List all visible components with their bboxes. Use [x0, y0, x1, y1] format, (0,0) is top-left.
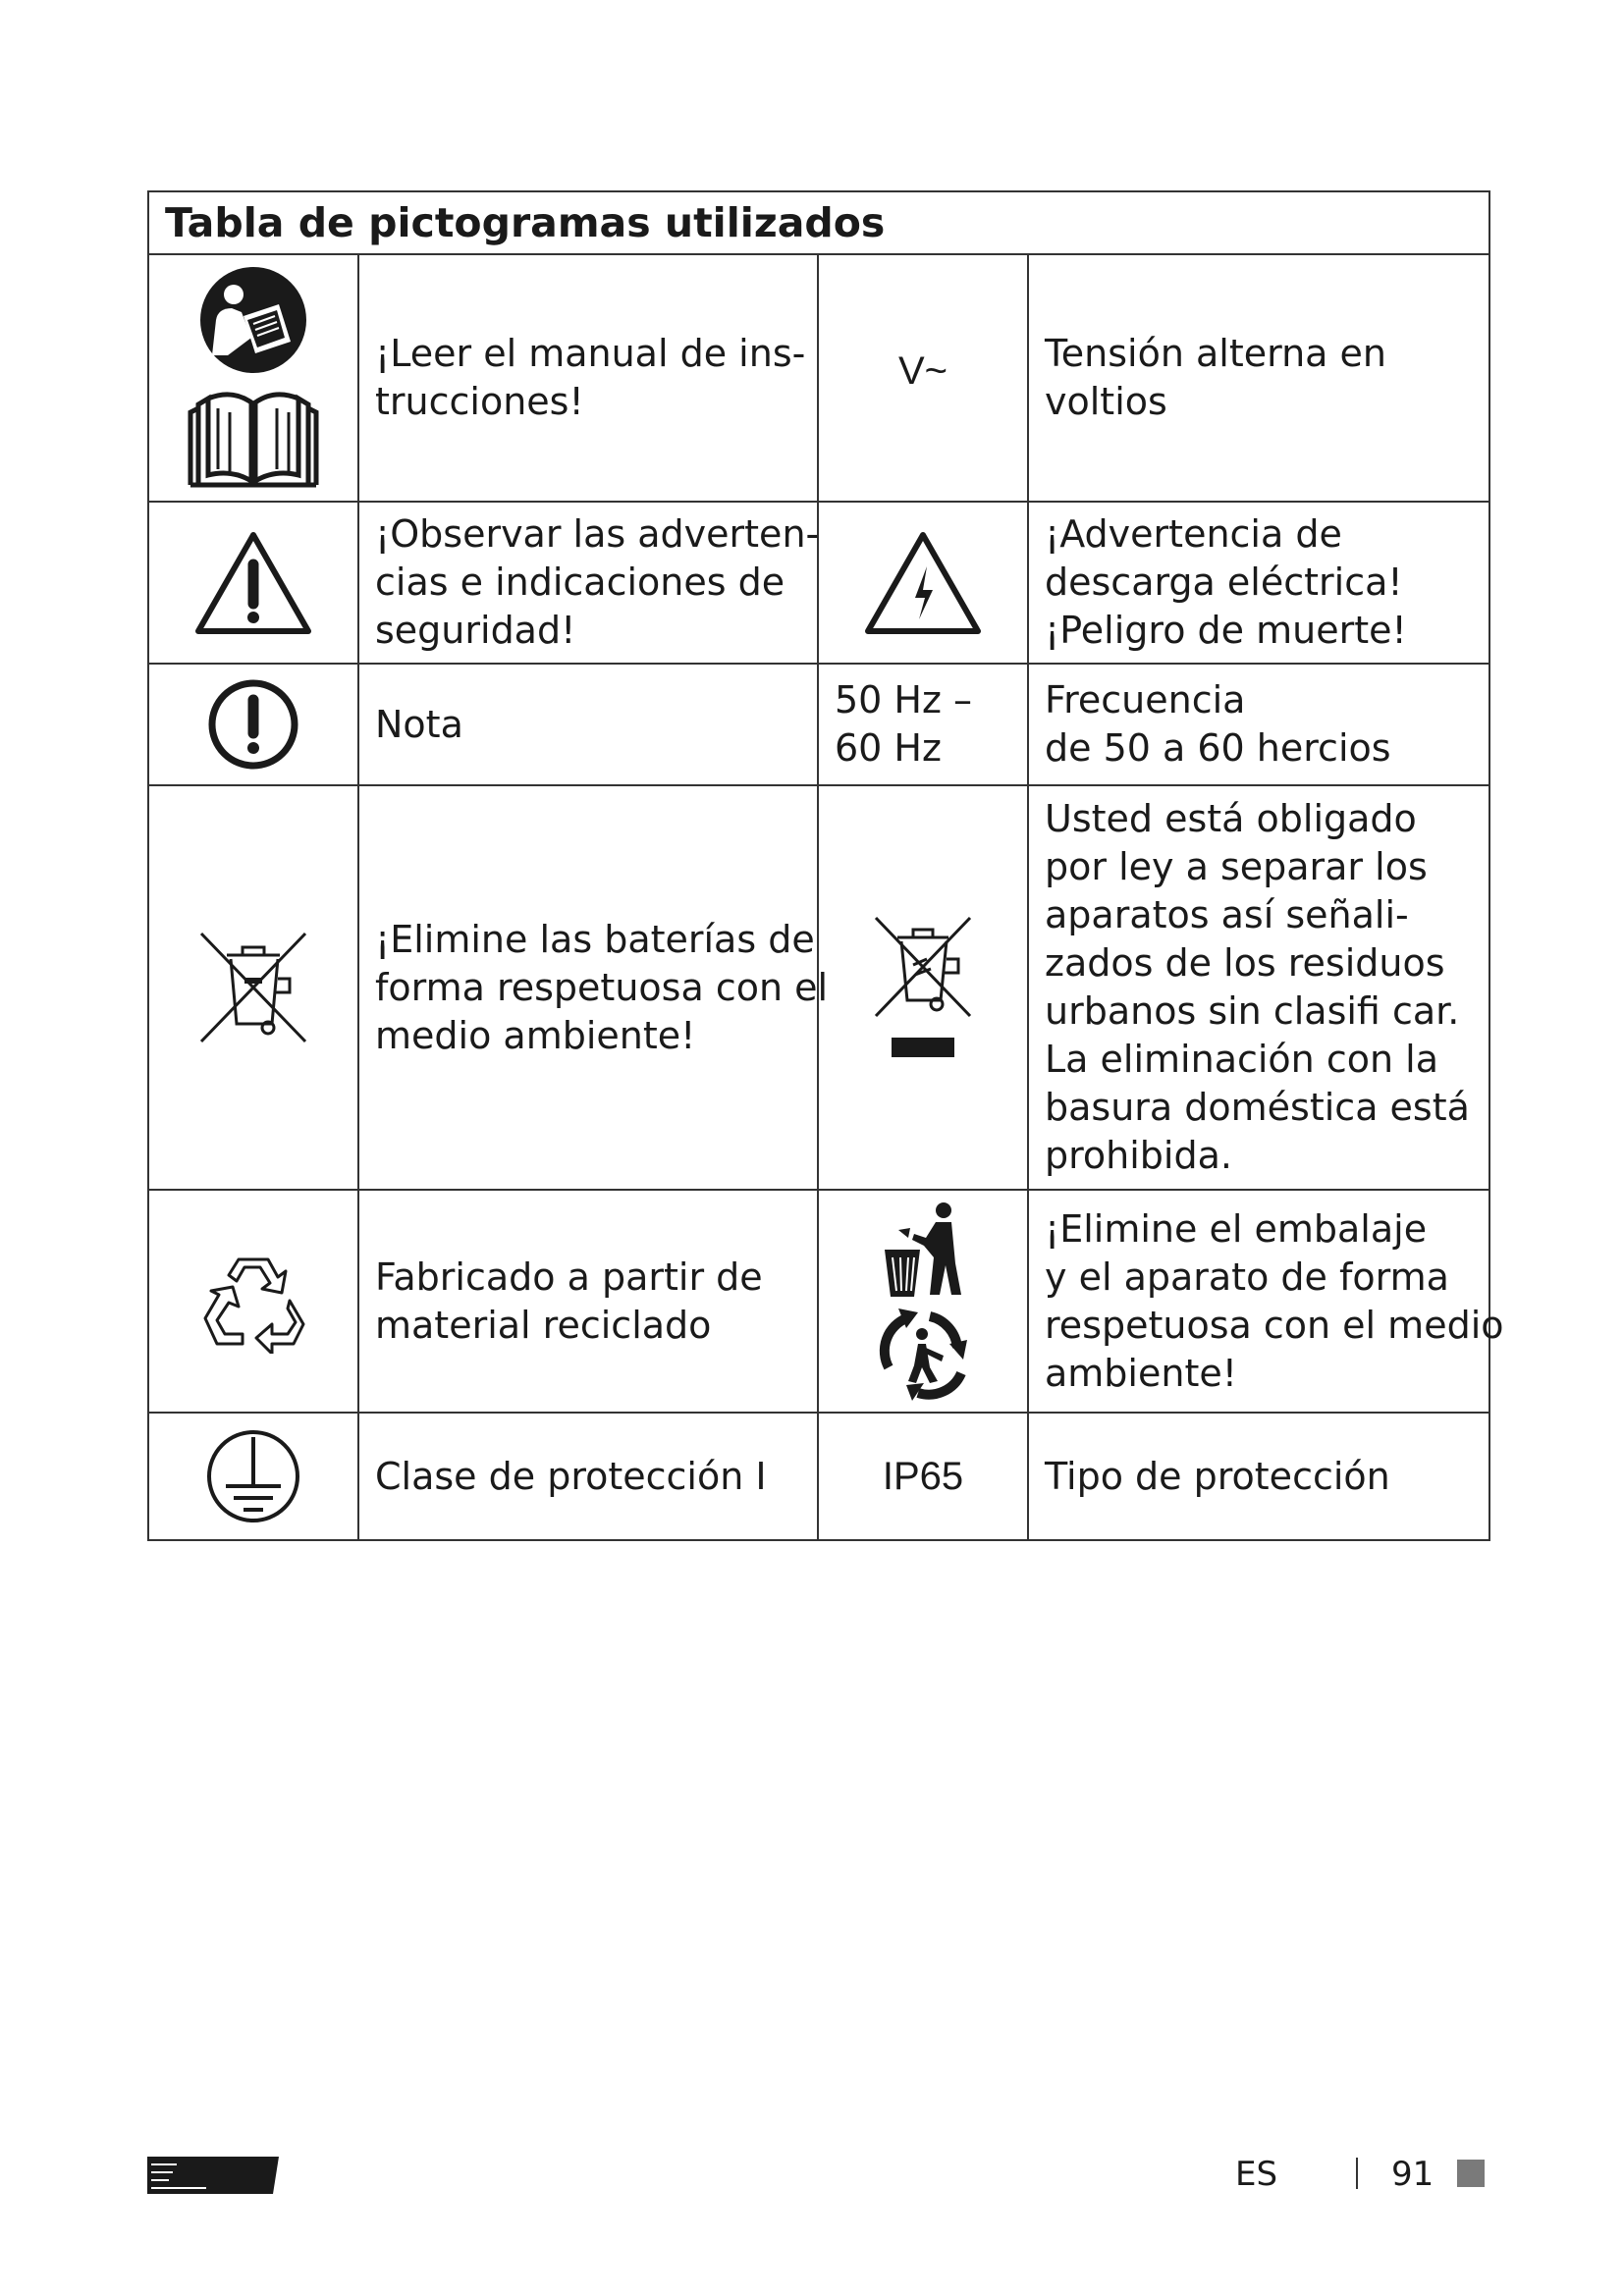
row1-left-text: ¡Leer el manual de ins- trucciones!: [358, 254, 818, 502]
table-row: [148, 254, 1489, 502]
table-row: [148, 1413, 1489, 1540]
language-code: ES: [1235, 2155, 1278, 2194]
row3-right-text: Frecuencia de 50 a 60 hercios: [1028, 664, 1489, 785]
crossed-bin-weee-icon: [818, 785, 1028, 1190]
table-row: [148, 785, 1489, 1190]
footer-separator: [1356, 2158, 1358, 2189]
frequency-symbol: 50 Hz – 60 Hz: [818, 664, 1028, 785]
table-row: [148, 664, 1489, 785]
row3-left-text: Nota: [358, 664, 818, 785]
recycle-icon: [148, 1190, 358, 1413]
row2-right-text: ¡Advertencia de descarga eléctrica! ¡Peligro de muerte!: [1028, 502, 1489, 664]
row4-left-text: ¡Elimine las baterías de forma respetuosa con el medio ambiente!: [358, 785, 818, 1190]
page-number: 91: [1391, 2155, 1435, 2194]
row6-right-text: Tipo de protección: [1028, 1413, 1489, 1540]
table-title: Tabla de pictogramas utilizados: [148, 191, 1489, 254]
page-marker-square: [1457, 2160, 1485, 2187]
electric-shock-warning-icon: [818, 502, 1028, 664]
read-manual-icon: [148, 254, 358, 502]
row1-right-text: Tensión alterna en voltios: [1028, 254, 1489, 502]
dispose-packaging-icon: [818, 1190, 1028, 1413]
row6-left-text: Clase de protección I: [358, 1413, 818, 1540]
voltage-symbol: V~: [818, 254, 1028, 502]
row2-left-text: ¡Observar las adverten- cias e indicaciones de seguridad!: [358, 502, 818, 664]
protection-class-ground-icon: [148, 1413, 358, 1540]
ultimate-speed-logo: [147, 2153, 279, 2200]
warning-triangle-icon: [148, 502, 358, 664]
crossed-bin-battery-icon: [148, 785, 358, 1190]
ip-rating-symbol: IP65: [818, 1413, 1028, 1540]
note-exclamation-icon: [148, 664, 358, 785]
table-row: [148, 502, 1489, 664]
pictogram-table: [147, 190, 1504, 1541]
row5-left-text: Fabricado a partir de material reciclado: [358, 1190, 818, 1413]
row5-right-text: ¡Elimine el embalaje y el aparato de forma respetuosa con el medio ambiente!: [1028, 1190, 1489, 1413]
table-row: [148, 1190, 1489, 1413]
row4-right-text: Usted está obligado por ley a separar los aparatos así señali- zados de los residuos urbanos sin clasifi car. La eliminación con la basura doméstica está prohibida.: [1028, 785, 1489, 1190]
